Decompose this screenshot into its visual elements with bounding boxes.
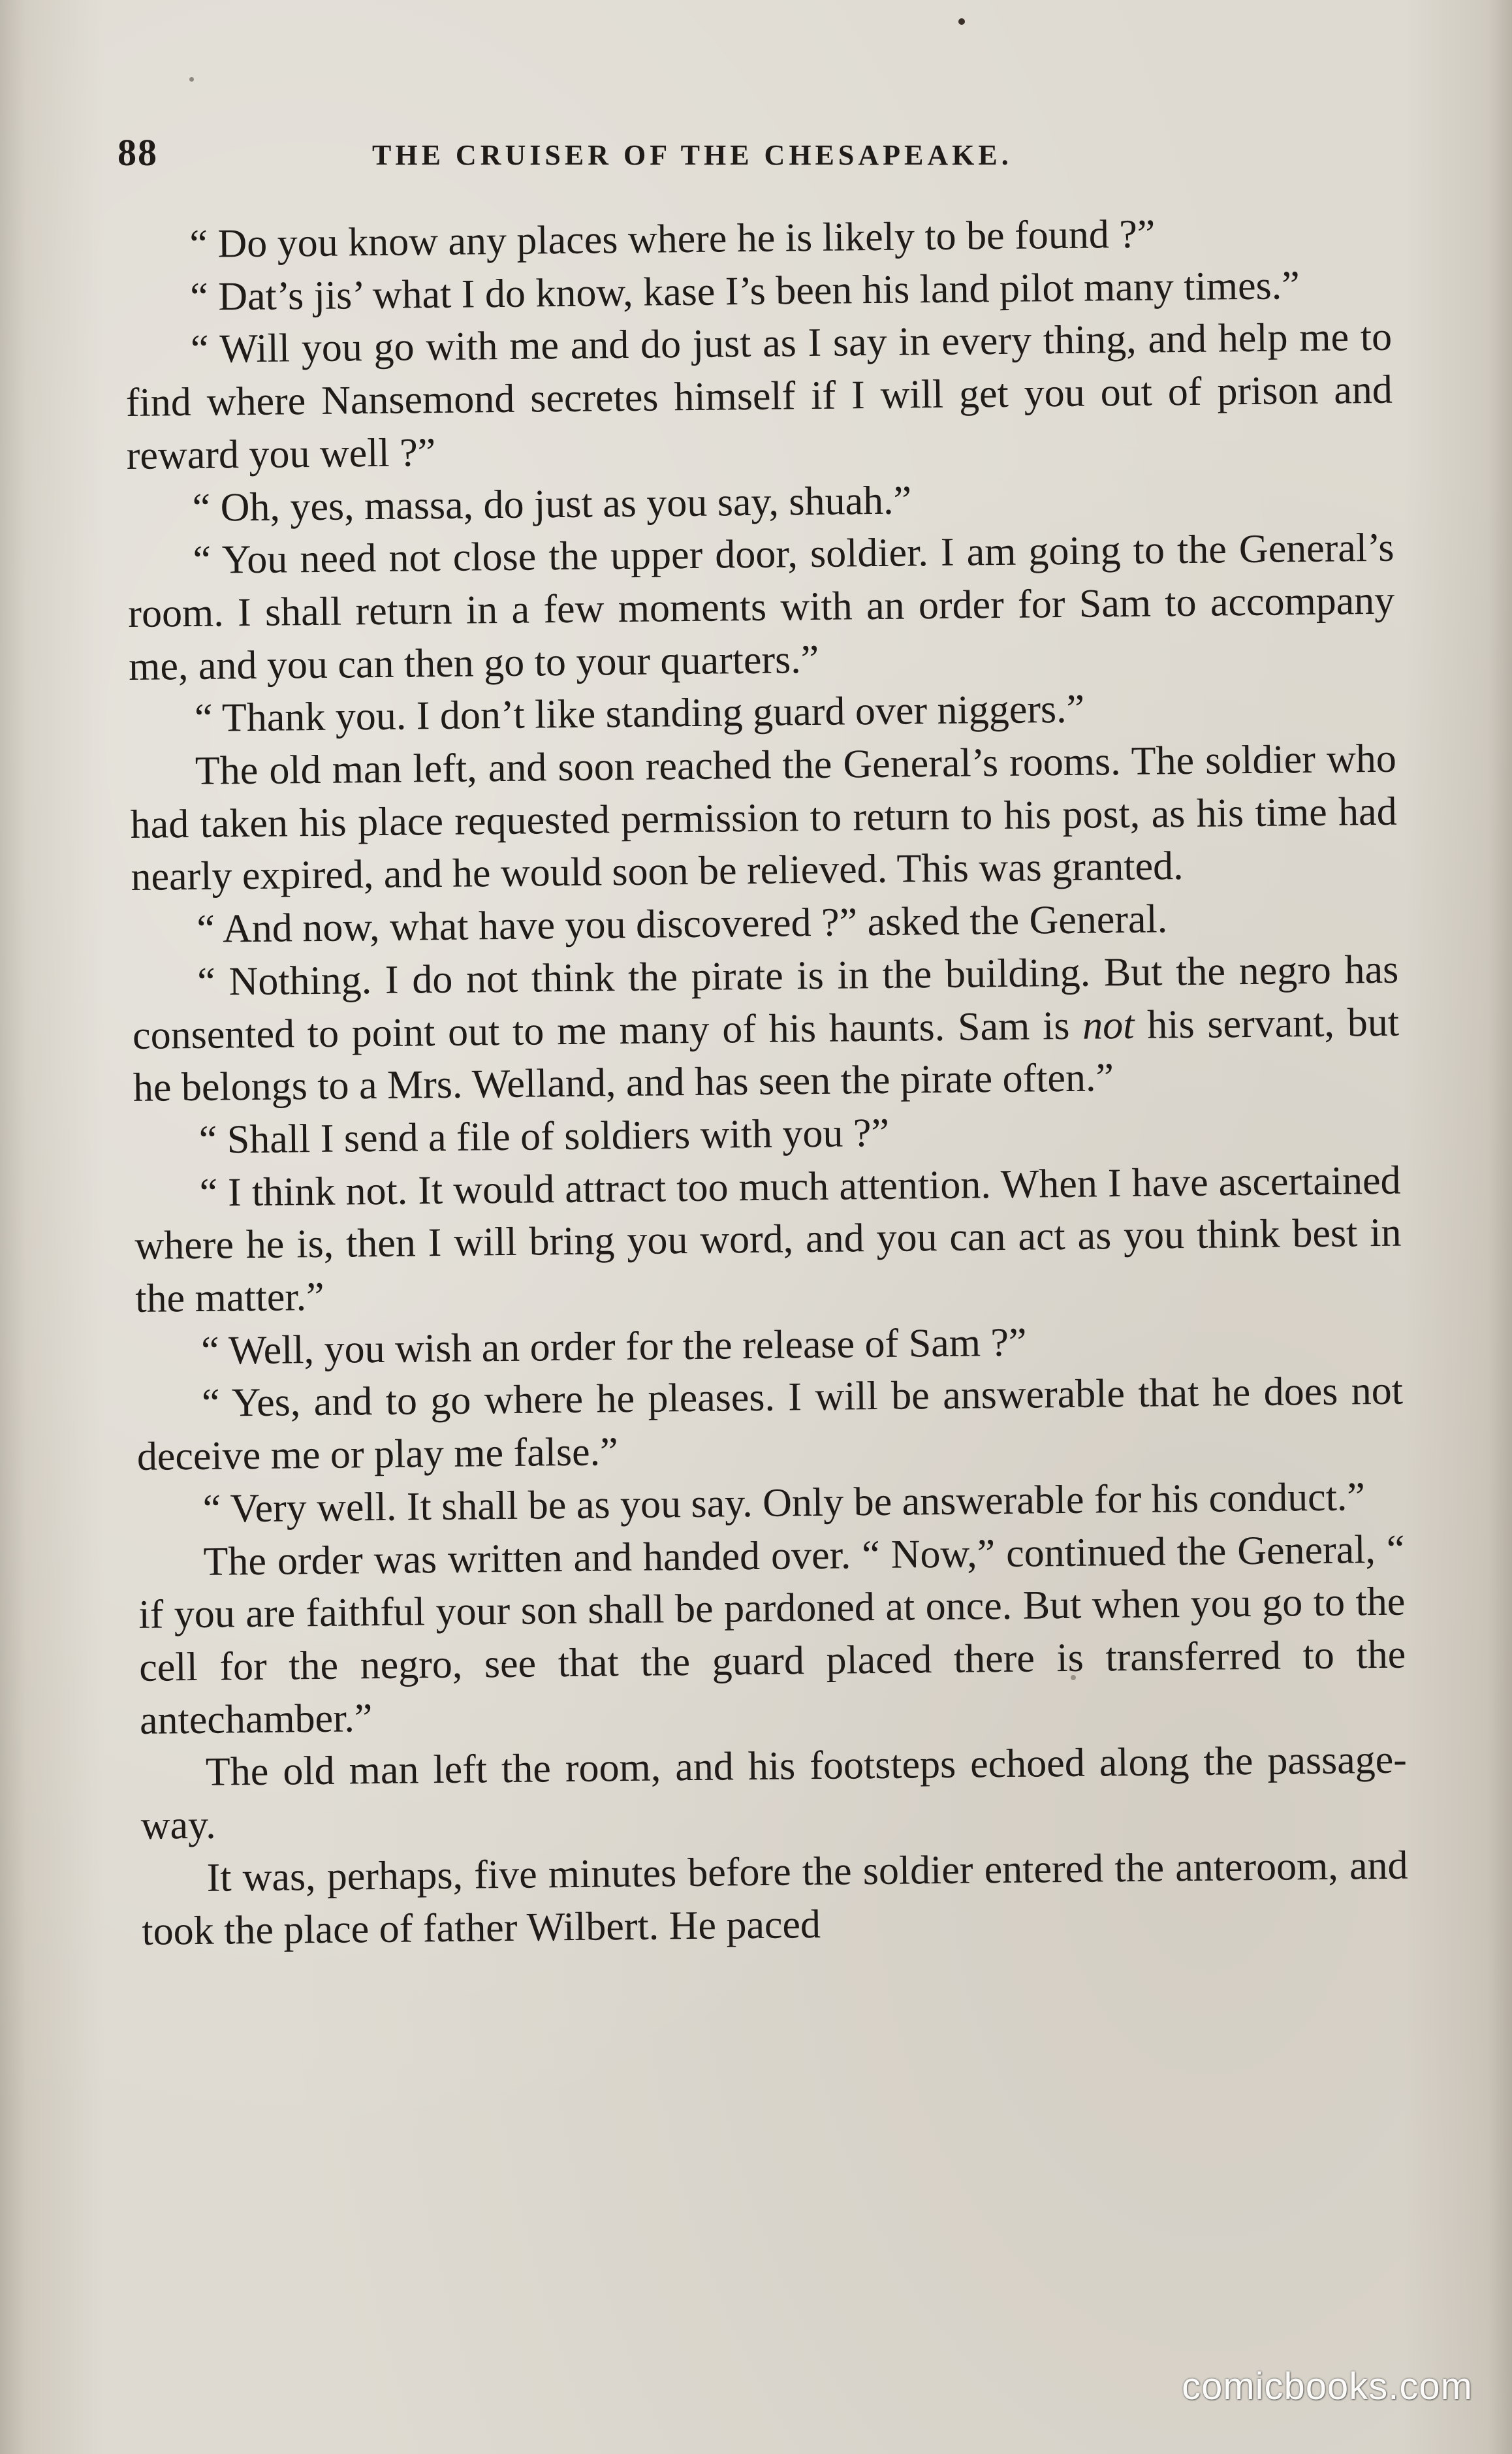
paragraph: “ Do you know any places where he is likely to be found ?” [189,212,1156,266]
paragraph: “ Dat’s jis’ what I do know, kase I’s been his land pilot many times.” [189,263,1300,319]
paragraph: The old man left the room, and his footsteps echoed along the passage-way. [140,1737,1408,1848]
paragraph: The order was written and handed over. “ Now,” continued the General, “ if you are faithful your son shall be pardoned at once. But when you go to the cell for the negro, see that the guard placed there is transferred to the antechamber.” [138,1527,1406,1743]
emphasized-word: not [1082,1002,1135,1048]
running-head: THE CRUISER OF THE CHESAPEAKE. [372,139,1013,171]
ink-speck [189,77,194,82]
body-text [124,206,1413,2341]
page-header [118,131,1397,176]
paragraph: “ Very well. It shall be as you say. Only be answerable for his conduct.” [202,1474,1366,1531]
paragraph-text: “ Nothing. I do not think the pirate is in the building. But the negro has consented to point out to me many of his haunts. Sam is [132,947,1399,1058]
paragraph: “ Yes, and to go where he pleases. I will be answerable that he does not deceive me or play me false.” [136,1369,1404,1480]
paragraph: It was, perhaps, five minutes before the soldier entered the anteroom, and took the place of father Wilbert. He paced [142,1843,1408,1954]
ink-speck [958,18,965,25]
paragraph: “ Well, you wish an order for the release of Sam ?” [200,1320,1027,1373]
page-number: 88 [118,131,158,174]
paragraph: The old man left, and soon reached the General’s rooms. The soldier who had taken his place requested permission to return to his post, as his time had nearly expired, and he would soon be relieved. This was granted. [130,736,1397,900]
paragraph-text: his servant, but he belongs to a Mrs. Welland, and has seen the pirate often.” [133,1000,1400,1111]
paragraph [132,943,1400,1114]
paragraph: “ I think not. It would attract too much attention. When I have ascertained where he is, then I will bring you word, and you can act as you think best in the matter.” [134,1158,1402,1321]
paragraph: “ You need not close the upper door, soldier. I am going to the General’s room. I shall return in a few moments with an order for Sam to accompany me, and you can then go to your quarters.” [127,525,1395,689]
paragraph: “ And now, what have you discovered ?” asked the General. [197,897,1168,952]
paragraph: “ Oh, yes, massa, do just as you say, shuah.” [192,477,912,530]
paragraph: “ Will you go with me and do just as I say in every thing, and help me to find where Nansemond secretes himself if I will get you out of prison and reward you well ?” [125,315,1393,478]
paragraph: “ Shall I send a file of soldiers with you ?” [198,1110,890,1162]
paragraph: “ Thank you. I don’t like standing guard over niggers.” [194,686,1085,741]
watermark: comicbooks.com [1182,2365,1473,2408]
